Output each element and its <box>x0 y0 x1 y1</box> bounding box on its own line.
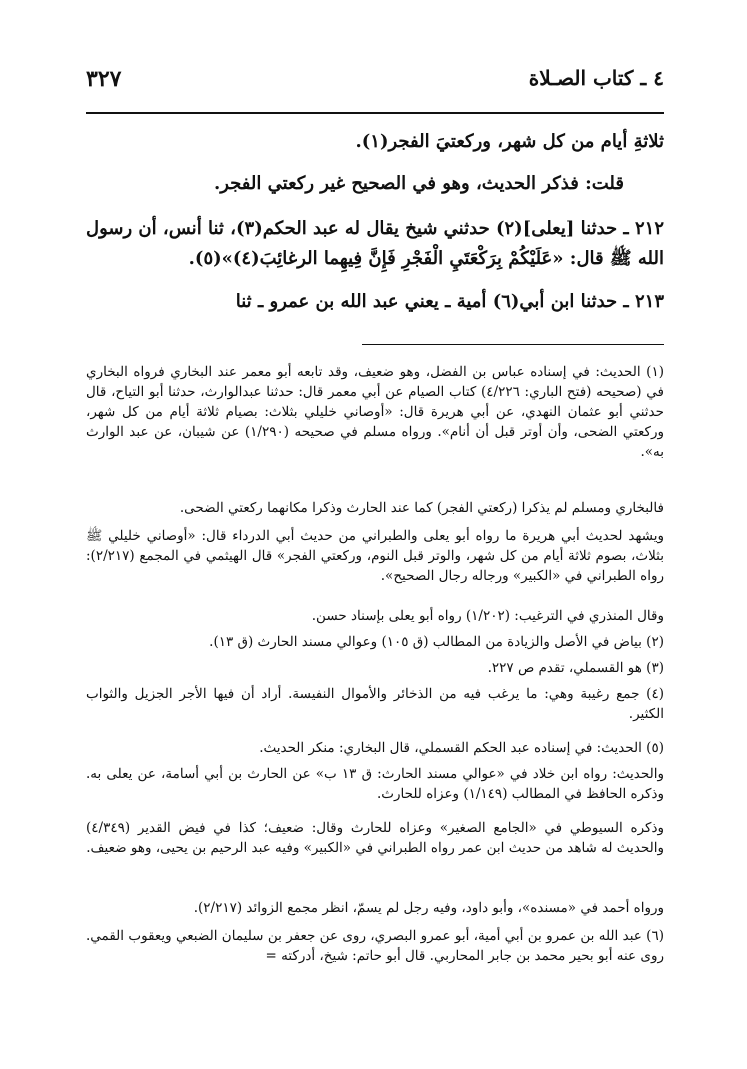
page-number: ٣٢٧ <box>86 66 122 92</box>
footnote-1-comment: فالبخاري ومسلم لم يذكرا (ركعتي الفجر) كما عند الحارث وذكرا مكانهما ركعتي الضحى. <box>179 500 664 516</box>
header-rule <box>86 112 664 114</box>
hadith-213: ٢١٣ ـ حدثنا ابن أبي(٦) أمية ـ يعني عبد الله بن عمرو ـ ثنا <box>235 291 664 312</box>
footnote-1: (١) الحديث: في إسناده عباس بن الفضل، وهو ضعيف، وقد تابعه أبو معمر عند البخاري فرواه البخاري في (صحيحه (فتح الباري: ٤/٢٢٦) كتاب الصيام عن أبي معمر قال: حدثنا عبدالوارث، حدثنا أبو التياح، قال حدثني أبو عثمان النهدي، عن أبي هريرة قال: «أوصاني خليلي بثلاث: بصيام ثلاثة أيام من كل شهر، وركعتي الضحى، وأن أوتر قبل أن أنام». ورواه مسلم في صحيحه (١/٢٩٠) عن شيبان، عن عبد الوارث به». <box>86 364 665 460</box>
footnote-2: (٢) بياض في الأصل والزيادة من المطالب (ق ١٠٥) وعوالي مسند الحارث (ق ١٣). <box>209 634 664 650</box>
footnote-separator <box>362 344 664 345</box>
page-header <box>86 66 664 112</box>
footnote-6: (٦) عبد الله بن عمرو بن أبي أمية، أبو عمرو البصري، روى عن جعفر بن سليمان الضبعي ويعقوب القمي. روى عنه أبو بحير محمد بن جابر المحاربي. قال أبو حاتم: شيخ، أدركته = <box>86 928 664 964</box>
footnote-5: (٥) الحديث: في إسناده عبد الحكم القسملي، قال البخاري: منكر الحديث. <box>259 740 664 756</box>
footnote-5-ibn-khallad: والحديث: رواه ابن خلاد في «عوالي مسند الحارث: ق ١٣ ب» عن الحارث بن أبي أسامة، عن يعلى به. وذكره الحافظ في المطالب (١/١٤٩) وعزاه للحارث. <box>86 766 664 802</box>
footnote-5-suyuti: وذكره السيوطي في «الجامع الصغير» وعزاه للحارث وقال: ضعيف؛ كذا في فيض القدير (٤/٣٤٩) والحديث له شاهد من حديث ابن عمر رواه الطبراني في «الكبير» وفيه عبد الرحيم بن يحيى، وهو ضعيف. <box>86 820 664 856</box>
footnote-1-witness: ويشهد لحديث أبي هريرة ما رواه أبو يعلى والطبراني من حديث أبي الدرداء قال: «أوصاني خليلي ﷺ بثلاث، بصوم ثلاثة أيام من كل شهر، والوتر قبل النوم، وركعتي الفجر» قال الهيثمي في المجمع (٢/٢١٧): رواه الطبراني في «الكبير» ورجاله رجال الصحيح». <box>86 528 664 584</box>
chapter-title: ٤ ـ كتاب الصـلاة <box>528 66 664 90</box>
footnote-4: (٤) جمع رغيبة وهي: ما يرغب فيه من الذخائر والأموال النفيسة. أراد أن فيها الأجر الجزيل والثواب الكثير. <box>86 686 664 722</box>
body-paragraph-note: قلت: فذكر الحديث، وهو في الصحيح غير ركعتي الفجر. <box>213 173 624 194</box>
body-line-1: ثلاثةِ أيام من كل شهر، وركعتيَ الفجر(١). <box>355 131 664 152</box>
footnote-5-ahmad: ورواه أحمد في «مسنده»، وأبو داود، وفيه رجل لم يسمّ، انظر مجمع الزوائد (٢/٢١٧). <box>193 900 664 916</box>
footnote-3: (٣) هو القسملي، تقدم ص ٢٢٧. <box>487 660 664 676</box>
hadith-212: ٢١٢ ـ حدثنا [يعلى](٢) حدثني شيخ يقال له عبد الحكم(٣)، ثنا أنس، أن رسول الله ﷺ قال: «عَلَيْكُمْ بِرَكْعَتَيِ الْفَجْرِ فَإِنَّ فِيهِما الرغائِبَ(٤)»(٥). <box>86 218 664 269</box>
footnote-1-mundhiri: وقال المنذري في الترغيب: (١/٢٠٢) رواه أبو يعلى بإسناد حسن. <box>311 608 664 624</box>
